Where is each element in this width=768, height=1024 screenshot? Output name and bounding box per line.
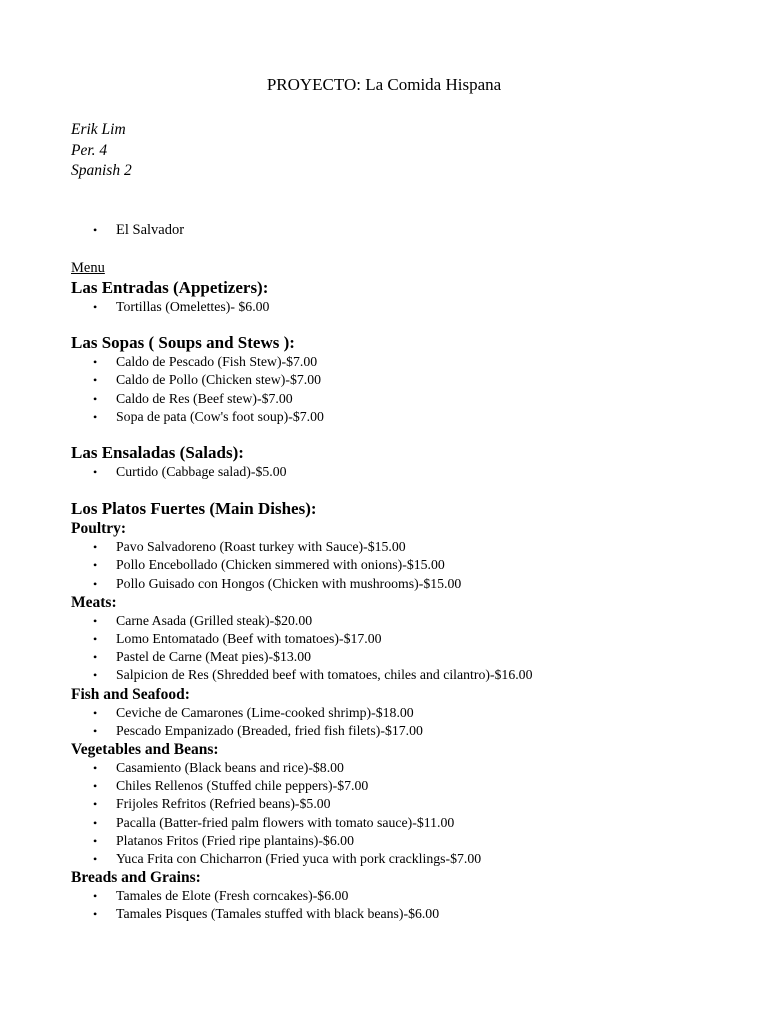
bullet-icon: •	[93, 889, 98, 904]
item-text: Platanos Fritos (Fried ripe plantains)-$6.00	[116, 832, 354, 848]
list-item	[71, 759, 751, 777]
item-list	[71, 612, 751, 685]
item-list	[71, 538, 751, 593]
list-item	[71, 648, 751, 666]
item-text: Chiles Rellenos (Stuffed chile peppers)-$7.00	[116, 778, 369, 794]
list-item	[71, 408, 751, 426]
bullet-icon: •	[93, 650, 98, 665]
item-text: Tamales de Elote (Fresh corncakes)-$6.00	[116, 888, 349, 904]
bullet-icon: •	[93, 355, 98, 370]
section-title: Las Sopas ( Soups and Stews ):	[71, 333, 295, 353]
item-text: Caldo de Pescado (Fish Stew)-$7.00	[116, 354, 318, 370]
bullet-icon: •	[93, 705, 98, 720]
list-item	[71, 832, 751, 850]
item-text: Tortillas (Omelettes)- $6.00	[116, 299, 270, 314]
list-item	[71, 575, 751, 593]
subsection-vegetables-and-beans	[71, 740, 751, 868]
bullet-icon: •	[93, 723, 98, 738]
list-item	[71, 777, 751, 795]
menu-section-soups	[71, 332, 751, 426]
item-text: Carne Asada (Grilled steak)-$20.00	[116, 612, 313, 628]
bullet-icon: •	[93, 373, 98, 388]
item-text: Yuca Frita con Chicharron (Fried yuca with pork cracklings-$7.00	[116, 851, 482, 867]
menu-section-appetizers	[71, 277, 751, 316]
list-item	[71, 666, 751, 684]
subsection-fish-and-seafood	[71, 685, 751, 740]
bullet-icon: •	[93, 632, 98, 647]
subsection-title: Fish and Seafood:	[71, 685, 190, 703]
bullet-icon: •	[93, 613, 98, 628]
student-period: Per. 4	[71, 141, 108, 159]
bullet-icon: •	[93, 223, 98, 237]
list-item	[71, 371, 751, 389]
item-list	[71, 704, 751, 740]
country-name: El Salvador	[116, 222, 185, 238]
item-list	[71, 887, 751, 923]
subsection-breads-and-grains	[71, 868, 751, 923]
item-list	[71, 353, 751, 426]
bullet-icon: •	[93, 815, 98, 830]
item-text: Pacalla (Batter-fried palm flowers with tomato sauce)-$11.00	[116, 814, 455, 830]
list-item	[71, 814, 751, 832]
document-title: PROYECTO: La Comida Hispana	[266, 75, 502, 94]
list-item	[71, 463, 751, 481]
menu-label: Menu	[71, 260, 105, 276]
bullet-icon: •	[93, 761, 98, 776]
section-title: Las Ensaladas (Salads):	[71, 443, 244, 463]
item-text: Frijoles Refritos (Refried beans)-$5.00	[116, 796, 331, 812]
item-list	[71, 463, 751, 481]
list-item	[71, 612, 751, 630]
section-title: Los Platos Fuertes (Main Dishes):	[71, 499, 317, 519]
bullet-icon: •	[93, 300, 98, 314]
item-text: Ceviche de Camarones (Lime-cooked shrimp)-$18.00	[116, 704, 414, 720]
section-title: Las Entradas (Appetizers):	[71, 278, 269, 297]
item-text: Pescado Empanizado (Breaded, fried fish filets)-$17.00	[116, 722, 423, 738]
subsection-title: Poultry:	[71, 520, 127, 538]
menu-section-main-dishes	[71, 498, 751, 923]
list-item	[71, 704, 751, 722]
subsection-meats	[71, 593, 751, 685]
student-info	[71, 120, 132, 182]
country-item	[71, 221, 184, 239]
subsection-poultry	[71, 519, 751, 593]
item-text: Sopa de pata (Cow's foot soup)-$7.00	[116, 408, 324, 424]
subsection-title: Breads and Grains:	[71, 869, 201, 887]
bullet-icon: •	[93, 907, 98, 922]
item-list	[71, 759, 751, 868]
bullet-icon: •	[93, 779, 98, 794]
item-text: Caldo de Res (Beef stew)-$7.00	[116, 390, 293, 406]
bullet-icon: •	[93, 833, 98, 848]
bullet-icon: •	[93, 668, 98, 683]
list-item	[71, 556, 751, 574]
bullet-icon: •	[93, 558, 98, 573]
list-item	[71, 298, 751, 316]
item-text: Pastel de Carne (Meat pies)-$13.00	[116, 649, 312, 665]
item-text: Caldo de Pollo (Chicken stew)-$7.00	[116, 372, 322, 388]
menu-section-salads	[71, 442, 751, 481]
item-text: Pollo Encebollado (Chicken simmered with onions)-$15.00	[116, 557, 445, 573]
list-item	[71, 630, 751, 648]
item-text: Salpicion de Res (Shredded beef with tomatoes, chiles and cilantro)-$16.00	[116, 667, 533, 683]
list-item	[71, 905, 751, 923]
student-name: Erik Lim	[71, 121, 126, 138]
bullet-icon: •	[93, 852, 98, 867]
item-text: Tamales Pisques (Tamales stuffed with black beans)-$6.00	[116, 906, 440, 922]
list-item	[71, 538, 751, 556]
menu	[71, 259, 751, 924]
item-text: Lomo Entomatado (Beef with tomatoes)-$17.00	[116, 631, 382, 647]
student-class: Spanish 2	[71, 162, 132, 179]
item-text: Casamiento (Black beans and rice)-$8.00	[116, 760, 344, 776]
item-text: Pavo Salvadoreno (Roast turkey with Sauce)-$15.00	[116, 539, 406, 555]
item-text: Pollo Guisado con Hongos (Chicken with mushrooms)-$15.00	[116, 575, 462, 591]
list-item	[71, 795, 751, 813]
list-item	[71, 722, 751, 740]
bullet-icon: •	[93, 409, 98, 424]
list-item	[71, 390, 751, 408]
subsection-title: Vegetables and Beans:	[71, 741, 219, 759]
subsection-title: Meats:	[71, 593, 117, 611]
bullet-icon: •	[93, 540, 98, 555]
list-item	[71, 887, 751, 905]
list-item	[71, 850, 751, 868]
bullet-icon: •	[93, 797, 98, 812]
item-list	[71, 298, 751, 316]
list-item	[71, 353, 751, 371]
item-text: Curtido (Cabbage salad)-$5.00	[116, 464, 287, 480]
bullet-icon: •	[93, 391, 98, 406]
bullet-icon: •	[93, 465, 98, 480]
bullet-icon: •	[93, 576, 98, 591]
